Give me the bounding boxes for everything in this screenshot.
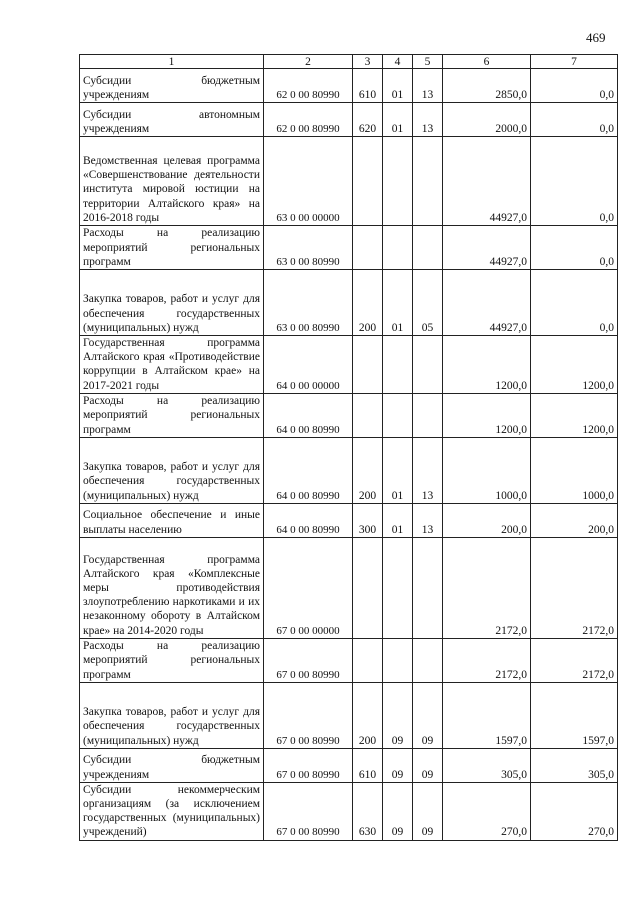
row-rz: 01 bbox=[383, 103, 413, 137]
row-vr bbox=[353, 226, 383, 270]
column-header-7: 7 bbox=[531, 55, 618, 69]
row-name: Государственная программа Алтайского края «Противодействие коррупции в Алтайском крае» на 2017-2021 годы bbox=[80, 336, 264, 394]
row-rz bbox=[383, 336, 413, 394]
row-code: 67 0 00 80990 bbox=[264, 638, 353, 682]
row-vr bbox=[353, 393, 383, 437]
row-amount-2017: 305,0 bbox=[443, 748, 531, 782]
header-row bbox=[80, 55, 618, 69]
row-rz bbox=[383, 137, 413, 226]
row-code: 67 0 00 80990 bbox=[264, 682, 353, 748]
row-amount-2018: 270,0 bbox=[531, 782, 618, 840]
row-amount-2018: 2172,0 bbox=[531, 638, 618, 682]
row-vr: 200 bbox=[353, 437, 383, 503]
row-amount-2017: 1200,0 bbox=[443, 336, 531, 394]
row-pr bbox=[413, 137, 443, 226]
row-pr: 09 bbox=[413, 782, 443, 840]
column-header-4: 4 bbox=[383, 55, 413, 69]
row-rz: 09 bbox=[383, 748, 413, 782]
column-header-2: 2 bbox=[264, 55, 353, 69]
row-name: Субсидии некоммерческим организациям (за исключением государственных (муниципальных) учреждений) bbox=[80, 782, 264, 840]
row-amount-2018: 0,0 bbox=[531, 137, 618, 226]
row-amount-2018: 0,0 bbox=[531, 270, 618, 336]
row-vr bbox=[353, 336, 383, 394]
row-vr: 200 bbox=[353, 682, 383, 748]
table-row bbox=[80, 226, 618, 270]
row-amount-2017: 2850,0 bbox=[443, 69, 531, 103]
table-body bbox=[80, 69, 618, 841]
page-number: 469 bbox=[586, 30, 606, 45]
row-pr bbox=[413, 226, 443, 270]
row-pr bbox=[413, 393, 443, 437]
row-amount-2018: 2172,0 bbox=[531, 537, 618, 638]
table-row bbox=[80, 748, 618, 782]
table-row bbox=[80, 336, 618, 394]
table-row bbox=[80, 270, 618, 336]
row-name: Закупка товаров, работ и услуг для обеспечения государственных (муниципальных) нужд bbox=[80, 270, 264, 336]
row-rz: 01 bbox=[383, 503, 413, 537]
row-pr: 05 bbox=[413, 270, 443, 336]
row-vr bbox=[353, 537, 383, 638]
row-name: Закупка товаров, работ и услуг для обеспечения государственных (муниципальных) нужд bbox=[80, 437, 264, 503]
row-pr: 13 bbox=[413, 503, 443, 537]
row-amount-2017: 200,0 bbox=[443, 503, 531, 537]
row-vr: 610 bbox=[353, 69, 383, 103]
row-rz: 01 bbox=[383, 69, 413, 103]
table-row bbox=[80, 682, 618, 748]
row-code: 63 0 00 00000 bbox=[264, 137, 353, 226]
row-code: 67 0 00 80990 bbox=[264, 782, 353, 840]
row-code: 62 0 00 80990 bbox=[264, 103, 353, 137]
table-row bbox=[80, 638, 618, 682]
row-rz bbox=[383, 226, 413, 270]
row-amount-2018: 1597,0 bbox=[531, 682, 618, 748]
row-pr: 13 bbox=[413, 437, 443, 503]
row-amount-2018: 0,0 bbox=[531, 69, 618, 103]
row-code: 64 0 00 80990 bbox=[264, 437, 353, 503]
row-name: Субсидии бюджетным учреждениям bbox=[80, 748, 264, 782]
row-amount-2018: 0,0 bbox=[531, 226, 618, 270]
row-amount-2017: 44927,0 bbox=[443, 226, 531, 270]
table-row bbox=[80, 137, 618, 226]
row-name: Расходы на реализацию мероприятий региональных программ bbox=[80, 393, 264, 437]
row-name: Социальное обеспечение и иные выплаты населению bbox=[80, 503, 264, 537]
row-name: Государственная программа Алтайского края «Комплексные меры противодействия злоупотреблению наркотиками и их незаконному обороту в Алтайском крае» на 2014-2020 годы bbox=[80, 537, 264, 638]
table-row bbox=[80, 503, 618, 537]
row-rz: 01 bbox=[383, 437, 413, 503]
row-amount-2018: 200,0 bbox=[531, 503, 618, 537]
table-row bbox=[80, 437, 618, 503]
row-pr bbox=[413, 336, 443, 394]
table-row bbox=[80, 69, 618, 103]
row-amount-2017: 2172,0 bbox=[443, 638, 531, 682]
row-rz bbox=[383, 537, 413, 638]
row-amount-2017: 270,0 bbox=[443, 782, 531, 840]
row-code: 62 0 00 80990 bbox=[264, 69, 353, 103]
table-row bbox=[80, 103, 618, 137]
table-row bbox=[80, 393, 618, 437]
row-rz bbox=[383, 638, 413, 682]
row-amount-2017: 1597,0 bbox=[443, 682, 531, 748]
row-vr: 620 bbox=[353, 103, 383, 137]
row-amount-2018: 1000,0 bbox=[531, 437, 618, 503]
row-amount-2017: 2000,0 bbox=[443, 103, 531, 137]
row-pr bbox=[413, 537, 443, 638]
row-pr bbox=[413, 638, 443, 682]
table-row bbox=[80, 782, 618, 840]
row-vr: 300 bbox=[353, 503, 383, 537]
row-pr: 09 bbox=[413, 748, 443, 782]
row-amount-2018: 0,0 bbox=[531, 103, 618, 137]
row-amount-2017: 44927,0 bbox=[443, 137, 531, 226]
row-pr: 13 bbox=[413, 103, 443, 137]
row-rz: 01 bbox=[383, 270, 413, 336]
row-code: 64 0 00 80990 bbox=[264, 503, 353, 537]
row-amount-2017: 1000,0 bbox=[443, 437, 531, 503]
row-code: 63 0 00 80990 bbox=[264, 226, 353, 270]
column-header-6: 6 bbox=[443, 55, 531, 69]
row-name: Расходы на реализацию мероприятий региональных программ bbox=[80, 638, 264, 682]
row-amount-2017: 2172,0 bbox=[443, 537, 531, 638]
row-name: Расходы на реализацию мероприятий региональных программ bbox=[80, 226, 264, 270]
row-name: Закупка товаров, работ и услуг для обеспечения государственных (муниципальных) нужд bbox=[80, 682, 264, 748]
row-amount-2017: 1200,0 bbox=[443, 393, 531, 437]
row-code: 63 0 00 80990 bbox=[264, 270, 353, 336]
row-name: Ведомственная целевая программа «Совершенствование деятельности института мировой юстиции на территории Алтайского края» на 2016-2018 годы bbox=[80, 137, 264, 226]
row-amount-2017: 44927,0 bbox=[443, 270, 531, 336]
row-amount-2018: 1200,0 bbox=[531, 336, 618, 394]
row-amount-2018: 1200,0 bbox=[531, 393, 618, 437]
row-code: 67 0 00 80990 bbox=[264, 748, 353, 782]
budget-table bbox=[79, 54, 618, 841]
row-vr bbox=[353, 137, 383, 226]
row-rz: 09 bbox=[383, 682, 413, 748]
row-vr: 630 bbox=[353, 782, 383, 840]
column-header-5: 5 bbox=[413, 55, 443, 69]
row-code: 64 0 00 00000 bbox=[264, 336, 353, 394]
row-pr: 09 bbox=[413, 682, 443, 748]
row-vr: 610 bbox=[353, 748, 383, 782]
row-pr: 13 bbox=[413, 69, 443, 103]
row-vr: 200 bbox=[353, 270, 383, 336]
row-code: 67 0 00 00000 bbox=[264, 537, 353, 638]
table-row bbox=[80, 537, 618, 638]
row-name: Субсидии автономным учреждениям bbox=[80, 103, 264, 137]
column-header-3: 3 bbox=[353, 55, 383, 69]
column-header-1: 1 bbox=[80, 55, 264, 69]
row-amount-2018: 305,0 bbox=[531, 748, 618, 782]
row-rz bbox=[383, 393, 413, 437]
row-vr bbox=[353, 638, 383, 682]
row-name: Субсидии бюджетным учреждениям bbox=[80, 69, 264, 103]
row-code: 64 0 00 80990 bbox=[264, 393, 353, 437]
row-rz: 09 bbox=[383, 782, 413, 840]
